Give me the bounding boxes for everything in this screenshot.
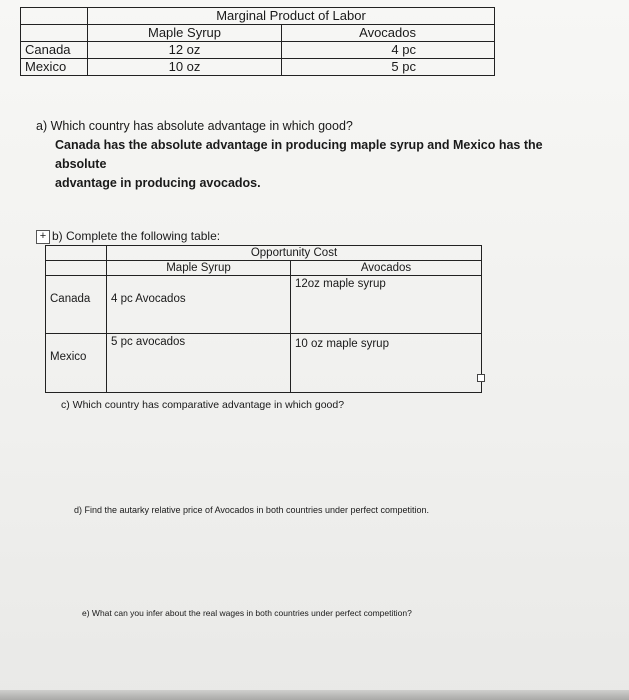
question-e: e) What can you infer about the real wages in both countries under perfect competition? [82, 608, 412, 618]
table-corner-cell [46, 261, 107, 276]
answer-a-line2[interactable]: advantage in producing avocados. [55, 176, 261, 190]
table-title: Opportunity Cost [107, 246, 482, 261]
bottom-edge [0, 690, 629, 700]
table-corner-cell [46, 246, 107, 261]
column-header-avocados: Avocados [282, 25, 495, 42]
table-cell[interactable]: 5 pc avocados [107, 334, 291, 393]
column-header-maple: Maple Syrup [107, 261, 291, 276]
question-b [36, 229, 220, 244]
table-corner-cell [21, 25, 88, 42]
table-resize-handle[interactable] [477, 374, 485, 382]
table-cell: 12 oz [88, 42, 282, 59]
answer-a-line1[interactable]: Canada has the absolute advantage in producing maple syrup and Mexico has the absolute [55, 138, 543, 171]
column-header-maple: Maple Syrup [88, 25, 282, 42]
question-a-text: a) Which country has absolute advantage in which good? [36, 119, 353, 133]
table-row [46, 276, 482, 334]
row-label: Canada [46, 276, 107, 334]
table-cell[interactable]: 4 pc Avocados [107, 276, 291, 334]
table-cell[interactable]: 12oz maple syrup [291, 276, 482, 334]
table-cell[interactable]: 10 oz maple syrup [291, 334, 482, 393]
table-corner-cell [21, 8, 88, 25]
table-title: Marginal Product of Labor [88, 8, 495, 25]
table-row [46, 334, 482, 393]
question-d: d) Find the autarky relative price of Avocados in both countries under perfect competition. [74, 505, 430, 515]
question-b-text: b) Complete the following table: [52, 229, 221, 243]
table-cell: 10 oz [88, 59, 282, 76]
row-label: Mexico [46, 334, 107, 393]
table-row [21, 42, 495, 59]
table-cell: 4 pc [282, 42, 495, 59]
table-move-handle-icon[interactable]: + [36, 230, 50, 244]
row-label: Mexico [21, 59, 88, 76]
row-label: Canada [21, 42, 88, 59]
opportunity-cost-table[interactable] [45, 245, 482, 393]
table-cell: 5 pc [282, 59, 495, 76]
question-c: c) Which country has comparative advantage in which good? [61, 399, 345, 411]
column-header-avocados: Avocados [291, 261, 482, 276]
marginal-product-table [20, 7, 495, 76]
table-row [21, 59, 495, 76]
question-a [36, 117, 596, 193]
